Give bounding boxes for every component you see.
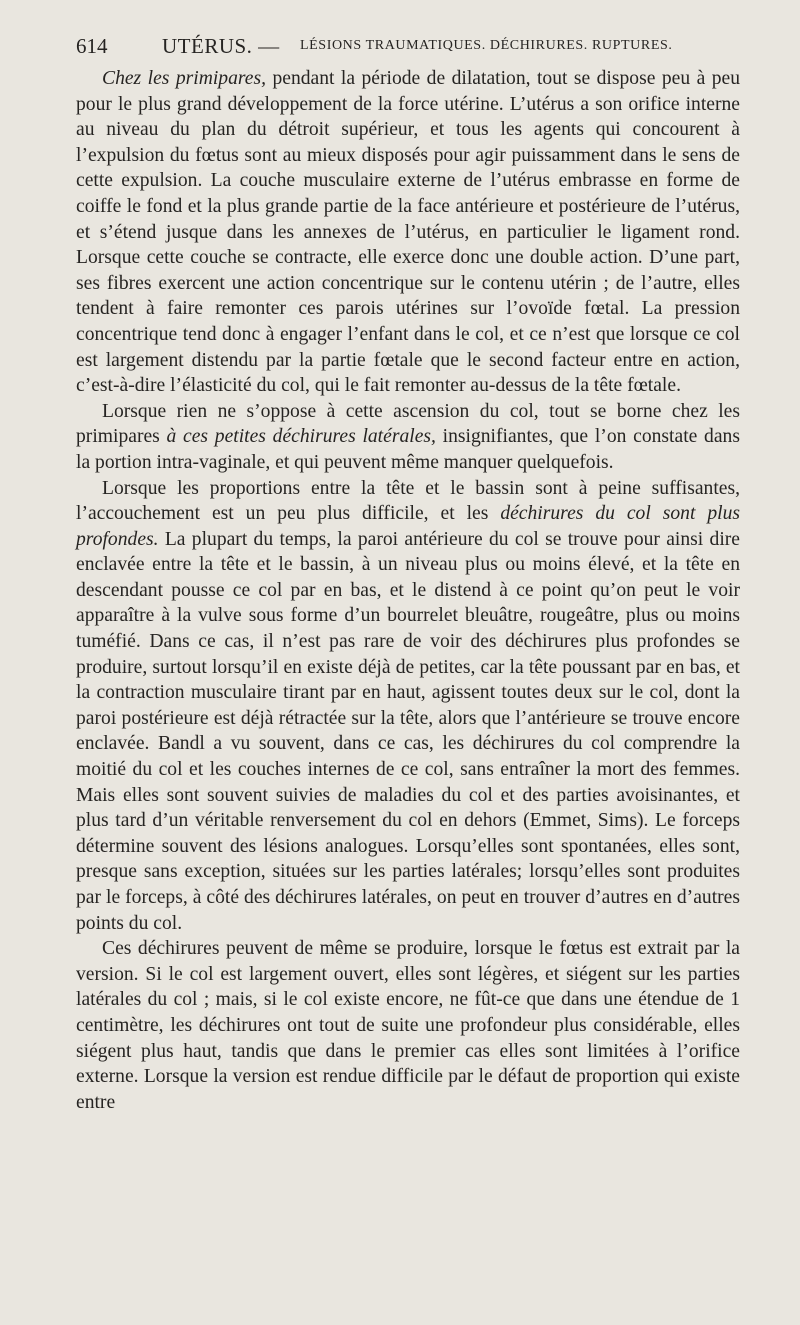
text-run: La plupart du temps, la paroi antérieure du col se trouve pour ainsi dire enclavée entre la tête et le bassin, à un niveau plus ou moins élevé, et la tête en descendant pousse ce col par en bas, et le distend à ce point qu’on peut le voir apparaître à la vulve sous forme d’un bourrelet bleuâtre, rougeâtre, plus ou moins tuméfié. Dans ce cas, il n’est pas rare de voir des déchirures plus profondes se produire, surtout lorsqu’il en existe déjà de petites, car la tête poussant par en bas, et la contraction musculaire tirant par en haut, agissent toutes deux sur le col, dont la paroi postérieure est déjà rétractée sur la tête, alors que l’antérieure se trouve encore enclavée. Bandl a vu souvent, dans ce cas, les déchirures du col comprendre la moitié du col et les couches internes de ce col, sans entraîner la mort des femmes. Mais elles sont souvent suivies de maladies du col et des parties avoisinantes, et plus tard d’un véritable renversement du col en dehors (Emmet, Sims). Le forceps détermine souvent des lésions analogues. Lorsqu’elles sont spontanées, elles sont, presque sans exception, situées sur les parties latérales; lorsqu’elles sont produites par le forceps, à côté des déchirures latérales, on peut en trouver d’autres en d’autres points du col. (76, 528, 740, 934)
italic-text: déchirures du col sont plus profondes. (76, 503, 740, 550)
paragraph (76, 936, 740, 1115)
italic-text: Chez les primipares, (102, 68, 267, 89)
paragraph (76, 476, 740, 937)
text-run: insignifiantes, que l’on constate dans la portion intra-vaginale, et qui peuvent même manquer quelquefois. (76, 426, 740, 473)
paragraph (76, 399, 740, 476)
text-run: Lorsque rien ne s’oppose à cette ascension du col, tout se borne chez les primipares (76, 400, 740, 448)
header-subtitle: LÉSIONS TRAUMATIQUES. DÉCHIRURES. RUPTURES. (300, 38, 673, 53)
header-title: UTÉRUS. — (162, 34, 280, 58)
body-text (76, 66, 740, 1115)
text-run: Lorsque les proportions entre la tête et le bassin sont à peine suffisantes, l’accouchement est un peu plus difficile, et les (76, 477, 740, 525)
italic-text: à ces petites déchirures latérales, (166, 426, 436, 448)
text-run: pendant la période de dilatation, tout se dispose peu à peu pour le plus grand développement de la force utérine. L’utérus a son orifice interne au niveau du plan du détroit supérieur, et tous les agents qui concourent à l’expulsion du fœtus sont au mieux disposés pour agir puissamment dans le sens de cette expulsion. La couche musculaire externe de l’utérus embrasse en forme de coiffe le fond et la plus grande partie de la face antérieure et postérieure de l’utérus, et s’étend jusque dans les annexes de l’utérus, en particulier le ligament rond. Lorsque cette couche se contracte, elle exerce donc une double action. D’une part, ses fibres exercent une action concentrique sur le contenu utérin ; de l’autre, elles tendent à faire remonter ces parois utérines sur l’ovoïde fœtal. La pression concentrique tend donc à engager l’enfant dans le col, et ce n’est que lorsque ce col est largement distendu par la partie fœtale que le second facteur entre en action, c’est-à-dire l’élasticité du col, qui le fait remonter au-dessus de la tête fœtale. (76, 68, 741, 397)
paragraph (76, 66, 740, 399)
page-number: 614 (76, 34, 108, 58)
text-run: Ces déchirures peuvent de même se produire, lorsque le fœtus est extrait par la version. Si le col est largement ouvert, elles sont légères, et siégent sur les parties latérales du col ; mais, si le col existe encore, ne fût-ce que dans une étendue de 1 centimètre, les déchirures ont tout de suite une profondeur plus considérable, elles siégent plus haut, tandis que dans le premier cas elles sont limitées à l’orifice externe. Lorsque la version est rendue difficile par le défaut de proportion qui existe entre (76, 938, 740, 1113)
running-header (76, 30, 740, 60)
